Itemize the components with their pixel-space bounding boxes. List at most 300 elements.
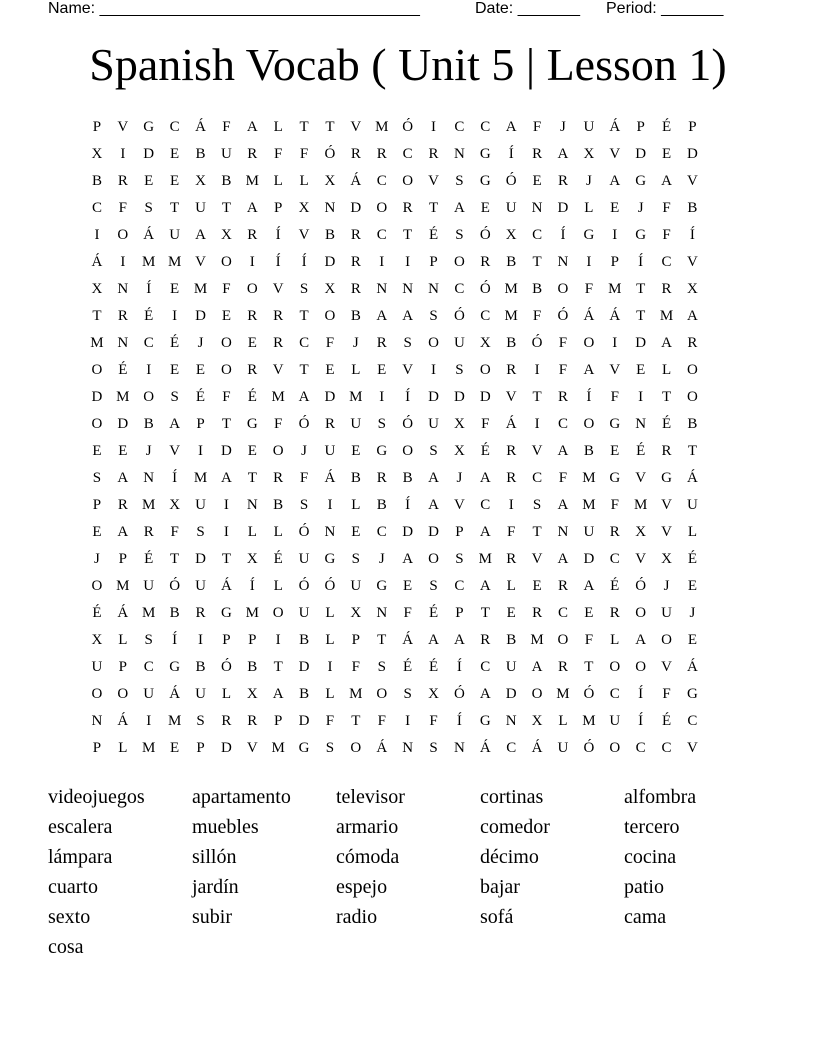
grid-letter: N xyxy=(324,200,336,216)
grid-letter: O xyxy=(428,335,439,351)
grid-letter: D xyxy=(195,308,206,324)
grid-letter: B xyxy=(376,497,387,513)
grid-letter: P xyxy=(274,713,283,729)
grid-letter: É xyxy=(661,713,672,729)
grid-letter: Í xyxy=(275,227,281,243)
grid-letter: V xyxy=(635,470,647,486)
grid-letter: C xyxy=(454,119,465,135)
grid-letter: I xyxy=(612,335,618,351)
grid-letter: E xyxy=(170,740,180,756)
grid-letter: O xyxy=(220,362,232,378)
grid-letter: I xyxy=(120,146,126,162)
grid-letter: X xyxy=(479,335,491,351)
grid-letter: M xyxy=(245,173,259,189)
grid-letter: X xyxy=(246,551,258,567)
grid-letter: O xyxy=(661,632,672,648)
grid-letter: C xyxy=(687,713,698,729)
grid-letter: I xyxy=(94,227,100,243)
grid-letter: U xyxy=(453,335,465,351)
word-list-item: sexto xyxy=(48,905,91,928)
grid-letter: L xyxy=(325,632,335,648)
grid-letter: A xyxy=(479,470,491,486)
grid-letter: F xyxy=(299,146,309,162)
grid-letter: A xyxy=(635,632,647,648)
grid-letter: R xyxy=(117,497,128,513)
grid-letter: Á xyxy=(91,254,103,270)
grid-letter: O xyxy=(635,659,647,675)
grid-letter: I xyxy=(198,632,203,648)
grid-letter: X xyxy=(687,281,698,297)
grid-letter: U xyxy=(324,443,336,459)
grid-letter: V xyxy=(609,146,621,162)
grid-letter: D xyxy=(557,200,569,216)
grid-letter: L xyxy=(221,686,231,702)
grid-letter: U xyxy=(609,713,621,729)
grid-letter: X xyxy=(350,605,362,621)
grid-letter: T xyxy=(325,119,335,135)
grid-letter: E xyxy=(661,146,672,162)
grid-letter: O xyxy=(272,443,284,459)
grid-letter: C xyxy=(661,740,672,756)
grid-letter: R xyxy=(609,605,620,621)
grid-letter: J xyxy=(145,443,152,459)
grid-letter: Ó xyxy=(583,740,595,756)
grid-letter: Í xyxy=(146,281,152,297)
grid-letter: R xyxy=(687,335,698,351)
grid-letter: I xyxy=(146,362,152,378)
grid-letter: D xyxy=(453,389,465,405)
grid-letter: U xyxy=(428,416,439,432)
grid-letter: B xyxy=(91,173,102,189)
grid-letter: O xyxy=(402,173,414,189)
grid-letter: S xyxy=(299,281,309,297)
grid-letter: F xyxy=(170,524,179,540)
grid-letter: I xyxy=(586,254,592,270)
grid-letter: N xyxy=(428,281,439,297)
grid-letter: A xyxy=(661,173,672,189)
grid-letter: B xyxy=(299,632,310,648)
grid-letter: Ó xyxy=(298,416,310,432)
grid-letter: T xyxy=(377,632,387,648)
grid-letter: N xyxy=(143,470,155,486)
grid-letter: C xyxy=(609,551,620,567)
grid-letter: G xyxy=(246,416,258,432)
grid-letter: R xyxy=(273,308,284,324)
word-list-item: videojuegos xyxy=(48,785,145,808)
grid-letter: O xyxy=(479,362,491,378)
grid-letter: F xyxy=(481,416,490,432)
grid-row xyxy=(84,195,732,222)
grid-letter: R xyxy=(350,146,361,162)
grid-letter: Á xyxy=(402,632,414,648)
grid-letter: R xyxy=(532,605,543,621)
grid-row xyxy=(84,519,732,546)
grid-letter: M xyxy=(659,308,674,324)
grid-letter: A xyxy=(557,443,569,459)
grid-letter: A xyxy=(557,146,569,162)
grid-letter: L xyxy=(118,740,128,756)
grid-letter: Á xyxy=(376,740,388,756)
grid-letter: F xyxy=(222,119,231,135)
grid-letter: G xyxy=(583,227,595,243)
grid-letter: Í xyxy=(249,578,255,594)
grid-letter: Í xyxy=(508,146,514,162)
grid-letter: C xyxy=(480,497,491,513)
grid-letter: É xyxy=(687,551,698,567)
grid-letter: O xyxy=(246,281,258,297)
grid-letter: T xyxy=(532,389,542,405)
grid-letter: T xyxy=(299,119,309,135)
grid-row xyxy=(84,465,732,492)
name-field: Name: ____________________________________ xyxy=(48,0,420,17)
grid-letter: G xyxy=(635,173,647,189)
grid-letter: O xyxy=(272,605,284,621)
grid-letter: U xyxy=(661,605,672,621)
grid-letter: P xyxy=(429,254,438,270)
grid-letter: B xyxy=(299,686,310,702)
grid-letter: L xyxy=(247,524,257,540)
grid-letter: M xyxy=(142,605,156,621)
grid-letter: E xyxy=(532,578,542,594)
grid-letter: Á xyxy=(531,740,543,756)
grid-letter: P xyxy=(196,416,205,432)
grid-letter: Ó xyxy=(583,686,595,702)
grid-letter: F xyxy=(558,362,568,378)
grid-letter: O xyxy=(557,281,569,297)
grid-letter: A xyxy=(453,200,465,216)
grid-letter: U xyxy=(143,578,155,594)
grid-letter: Á xyxy=(479,740,491,756)
grid-letter: A xyxy=(531,659,543,675)
grid-letter: J xyxy=(352,335,359,351)
grid-letter: C xyxy=(376,524,387,540)
grid-letter: E xyxy=(351,443,361,459)
grid-letter: M xyxy=(193,281,208,297)
grid-letter: Á xyxy=(195,119,206,135)
grid-letter: E xyxy=(610,443,620,459)
grid-letter: F xyxy=(558,470,568,486)
grid-letter: O xyxy=(635,605,647,621)
grid-letter: C xyxy=(557,416,568,432)
grid-letter: O xyxy=(609,659,621,675)
grid-letter: G xyxy=(220,605,232,621)
grid-letter: V xyxy=(246,740,258,756)
grid-letter: O xyxy=(91,362,103,378)
grid-letter: U xyxy=(91,659,103,675)
grid-letter: É xyxy=(92,605,102,621)
grid-letter: E xyxy=(636,362,646,378)
grid-letter: N xyxy=(531,200,543,216)
grid-letter: U xyxy=(583,524,595,540)
grid-letter: P xyxy=(92,740,102,756)
grid-letter: S xyxy=(351,551,361,567)
grid-row xyxy=(84,384,732,411)
grid-letter: D xyxy=(298,713,310,729)
grid-letter: T xyxy=(636,308,646,324)
grid-letter: T xyxy=(351,713,361,729)
grid-letter: I xyxy=(431,362,437,378)
grid-letter: R xyxy=(428,146,439,162)
grid-letter: D xyxy=(479,389,491,405)
grid-letter: F xyxy=(584,281,594,297)
grid-letter: P xyxy=(222,632,231,648)
grid-letter: M xyxy=(90,335,104,351)
grid-letter: M xyxy=(582,470,596,486)
grid-letter: G xyxy=(143,119,155,135)
grid-letter: S xyxy=(429,740,438,756)
grid-letter: E xyxy=(170,173,180,189)
grid-letter: A xyxy=(376,308,388,324)
grid-letter: C xyxy=(143,659,154,675)
grid-letter: X xyxy=(220,227,232,243)
grid-letter: J xyxy=(560,119,566,135)
grid-letter: Á xyxy=(117,713,129,729)
grid-letter: C xyxy=(506,740,517,756)
grid-letter: M xyxy=(167,254,182,270)
grid-letter: G xyxy=(298,740,310,756)
word-list-item: apartamento xyxy=(192,785,291,808)
word-list-item: alfombra xyxy=(624,785,697,808)
grid-letter: G xyxy=(609,470,621,486)
grid-letter: B xyxy=(402,470,413,486)
word-list-item: cómoda xyxy=(336,845,400,868)
grid-letter: B xyxy=(687,200,698,216)
grid-letter: N xyxy=(453,146,465,162)
grid-letter: D xyxy=(220,740,232,756)
grid-row xyxy=(84,276,732,303)
grid-row xyxy=(84,708,732,735)
grid-letter: F xyxy=(610,389,619,405)
grid-letter: D xyxy=(402,524,414,540)
grid-letter: T xyxy=(170,551,180,567)
grid-letter: A xyxy=(117,524,129,540)
grid-letter: V xyxy=(169,443,181,459)
grid-letter: B xyxy=(273,497,284,513)
grid-letter: D xyxy=(195,551,206,567)
grid-letter: Ó xyxy=(453,686,465,702)
grid-letter: A xyxy=(661,335,672,351)
grid-row xyxy=(84,141,732,168)
grid-letter: Í xyxy=(638,713,644,729)
grid-letter: O xyxy=(531,686,543,702)
grid-letter: Í xyxy=(638,254,644,270)
grid-letter: I xyxy=(638,389,644,405)
grid-letter: T xyxy=(480,605,490,621)
grid-letter: P xyxy=(196,740,205,756)
grid-letter: M xyxy=(556,686,570,702)
grid-letter: L xyxy=(584,200,594,216)
grid-letter: R xyxy=(117,308,128,324)
grid-letter: S xyxy=(403,686,412,702)
grid-letter: M xyxy=(478,551,492,567)
grid-letter: L xyxy=(273,578,283,594)
grid-letter: B xyxy=(195,146,206,162)
grid-letter: A xyxy=(609,173,621,189)
grid-letter: F xyxy=(429,713,438,729)
grid-letter: V xyxy=(298,227,310,243)
grid-letter: R xyxy=(506,551,517,567)
grid-letter: Í xyxy=(172,632,178,648)
grid-letter: B xyxy=(169,605,180,621)
grid-letter: T xyxy=(92,308,102,324)
grid-letter: C xyxy=(532,227,543,243)
grid-letter: T xyxy=(687,443,698,459)
grid-letter: F xyxy=(662,200,671,216)
grid-letter: A xyxy=(402,308,414,324)
grid-letter: S xyxy=(532,497,542,513)
grid-letter: C xyxy=(609,686,620,702)
grid-letter: T xyxy=(273,659,283,675)
grid-letter: Ó xyxy=(220,659,232,675)
grid-letter: N xyxy=(246,497,258,513)
grid-letter: V xyxy=(505,389,517,405)
grid-letter: F xyxy=(274,416,283,432)
grid-letter: R xyxy=(506,362,517,378)
grid-letter: N xyxy=(402,281,414,297)
grid-letter: D xyxy=(298,659,310,675)
grid-letter: G xyxy=(479,173,491,189)
grid-letter: É xyxy=(195,389,206,405)
grid-letter: I xyxy=(120,254,126,270)
grid-letter: V xyxy=(402,362,414,378)
grid-letter: E xyxy=(170,362,180,378)
grid-letter: M xyxy=(167,713,182,729)
word-list-item: jardín xyxy=(192,875,239,898)
grid-letter: V xyxy=(661,497,672,513)
grid-letter: V xyxy=(272,281,284,297)
grid-letter: A xyxy=(479,578,491,594)
word-list-item: lámpara xyxy=(48,845,113,868)
word-list-item: cama xyxy=(624,905,667,928)
grid-letter: I xyxy=(327,497,333,513)
grid-letter: L xyxy=(661,362,672,378)
grid-letter: X xyxy=(91,146,103,162)
grid-letter: D xyxy=(635,146,647,162)
grid-letter: E xyxy=(118,443,128,459)
grid-letter: Í xyxy=(172,470,178,486)
grid-letter: R xyxy=(402,200,413,216)
grid-letter: I xyxy=(198,443,203,459)
grid-letter: I xyxy=(508,497,514,513)
grid-letter: É xyxy=(428,227,439,243)
grid-letter: E xyxy=(92,524,102,540)
grid-letter: E xyxy=(687,578,698,594)
grid-letter: U xyxy=(298,551,310,567)
grid-letter: D xyxy=(324,389,336,405)
grid-letter: Ó xyxy=(505,173,517,189)
word-list-item: patio xyxy=(624,875,664,898)
grid-letter: F xyxy=(299,470,309,486)
grid-letter: O xyxy=(453,254,465,270)
word-list-item: comedor xyxy=(480,815,550,838)
grid-letter: F xyxy=(118,200,127,216)
grid-letter: U xyxy=(687,497,698,513)
grid-letter: D xyxy=(428,524,439,540)
grid-letter: M xyxy=(349,686,363,702)
grid-letter: M xyxy=(271,389,285,405)
grid-letter: R xyxy=(557,578,568,594)
grid-letter: R xyxy=(247,146,258,162)
grid-letter: D xyxy=(324,254,336,270)
grid-letter: C xyxy=(402,146,413,162)
word-list-item: armario xyxy=(336,815,399,838)
grid-letter: A xyxy=(195,227,206,243)
grid-letter: A xyxy=(428,632,439,648)
grid-letter: U xyxy=(505,659,517,675)
grid-letter: E xyxy=(247,443,257,459)
grid-letter: Ó xyxy=(402,416,414,432)
grid-letter: R xyxy=(117,173,128,189)
grid-letter: D xyxy=(687,146,698,162)
grid-letter: R xyxy=(324,416,335,432)
grid-letter: O xyxy=(143,389,155,405)
grid-letter: Í xyxy=(689,227,695,243)
grid-letter: É xyxy=(661,119,672,135)
word-list-item: subir xyxy=(192,905,232,928)
grid-letter: A xyxy=(583,362,595,378)
grid-letter: P xyxy=(351,632,361,648)
grid-letter: A xyxy=(220,470,232,486)
grid-letter: N xyxy=(324,524,336,540)
grid-letter: B xyxy=(506,335,517,351)
grid-letter: O xyxy=(402,443,414,459)
grid-letter: Ó xyxy=(324,578,336,594)
grid-letter: J xyxy=(301,443,307,459)
word-list-item: escalera xyxy=(48,815,113,838)
grid-letter: O xyxy=(687,362,698,378)
grid-letter: J xyxy=(456,470,463,486)
grid-letter: R xyxy=(532,146,543,162)
grid-letter: R xyxy=(221,713,232,729)
grid-letter: A xyxy=(557,551,569,567)
grid-letter: O xyxy=(376,200,388,216)
grid-letter: T xyxy=(247,470,257,486)
grid-letter: N xyxy=(117,335,129,351)
grid-letter: D xyxy=(91,389,103,405)
word-list-item: cosa xyxy=(48,935,84,958)
grid-letter: N xyxy=(402,740,414,756)
grid-letter: A xyxy=(246,119,258,135)
word-list xyxy=(48,782,768,962)
grid-letter: O xyxy=(557,632,569,648)
grid-letter: F xyxy=(558,335,568,351)
word-list-item: muebles xyxy=(192,815,259,838)
grid-letter: V xyxy=(687,173,698,189)
grid-row xyxy=(84,222,732,249)
grid-letter: Á xyxy=(687,470,698,486)
grid-letter: E xyxy=(610,200,620,216)
grid-letter: F xyxy=(584,632,594,648)
grid-letter: G xyxy=(635,227,647,243)
grid-letter: T xyxy=(428,200,439,216)
grid-letter: Ó xyxy=(531,335,543,351)
grid-letter: R xyxy=(661,281,672,297)
grid-letter: Á xyxy=(220,578,232,594)
grid-letter: M xyxy=(116,578,130,594)
grid-letter: U xyxy=(195,497,206,513)
grid-letter: S xyxy=(325,740,335,756)
grid-letter: Í xyxy=(586,389,592,405)
grid-letter: Ó xyxy=(169,578,181,594)
grid-letter: S xyxy=(170,389,179,405)
grid-letter: L xyxy=(558,713,568,729)
grid-letter: R xyxy=(247,713,258,729)
grid-letter: A xyxy=(117,470,129,486)
grid-letter: Í xyxy=(456,713,462,729)
grid-letter: Í xyxy=(560,227,566,243)
grid-letter: C xyxy=(454,578,465,594)
grid-letter: O xyxy=(220,335,232,351)
